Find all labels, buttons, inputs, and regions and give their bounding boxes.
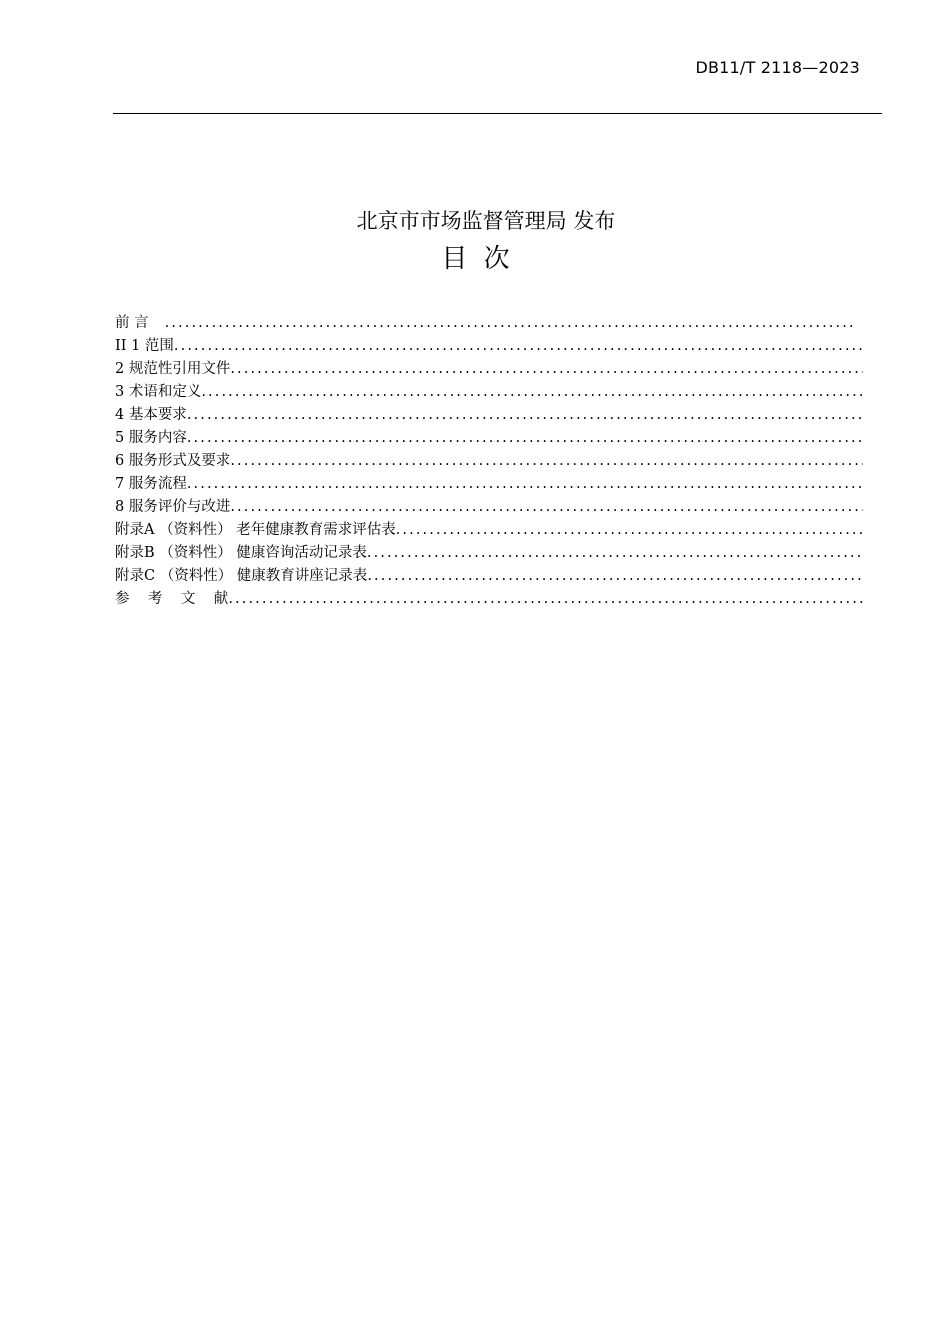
toc-leader-dots — [228, 588, 863, 611]
toc-leader-dots — [174, 335, 863, 358]
toc-leader-dots — [396, 519, 863, 542]
toc-entry-label: 3 术语和定义 — [115, 384, 202, 400]
toc-leader-dots — [230, 450, 863, 473]
toc-entry-foreword[interactable] — [115, 312, 863, 335]
table-of-contents — [115, 312, 863, 611]
toc-leader-dots — [201, 381, 863, 404]
toc-title: 目 次 — [441, 244, 514, 274]
toc-entry-label: 附录A （资料性） 老年健康教育需求评估表 — [115, 522, 396, 538]
toc-entry-label: 7 服务流程 — [115, 476, 187, 492]
issuer-line: 北京市市场监督管理局 发布 — [356, 209, 616, 233]
toc-leader-dots — [230, 496, 863, 519]
toc-entry-label: 4 基本要求 — [115, 407, 187, 423]
toc-entry-label: 参 考 文 献 — [115, 591, 229, 607]
toc-entry-label: II 1 范围 — [115, 338, 174, 354]
toc-entry-service-content[interactable] — [115, 427, 863, 450]
toc-entry-terms-definitions[interactable] — [115, 381, 863, 404]
toc-leader-dots — [187, 404, 863, 427]
toc-entry-label: 5 服务内容 — [115, 430, 187, 446]
toc-entry-basic-requirements[interactable] — [115, 404, 863, 427]
toc-entry-evaluation-improvement[interactable] — [115, 496, 863, 519]
toc-leader-dots — [165, 312, 855, 335]
toc-entry-bibliography[interactable] — [115, 588, 863, 611]
toc-entry-label: 附录B （资料性） 健康咨询活动记录表 — [115, 545, 367, 561]
toc-entry-label: 8 服务评价与改进 — [115, 499, 231, 515]
toc-entry-appendix-b[interactable] — [115, 542, 863, 565]
toc-entry-service-forms[interactable] — [115, 450, 863, 473]
document-code: DB11/T 2118—2023 — [695, 58, 860, 77]
toc-entry-appendix-a[interactable] — [115, 519, 863, 542]
toc-entry-service-process[interactable] — [115, 473, 863, 496]
toc-leader-dots — [187, 473, 863, 496]
toc-entry-normative-references[interactable] — [115, 358, 863, 381]
toc-entry-label: 前 言 — [115, 315, 149, 331]
toc-leader-dots — [187, 427, 863, 450]
toc-entry-appendix-c[interactable] — [115, 565, 863, 588]
toc-entry-scope[interactable] — [115, 335, 863, 358]
toc-leader-dots — [367, 542, 863, 565]
header-divider — [113, 113, 882, 114]
toc-leader-dots — [230, 358, 863, 381]
toc-entry-label: 附录C （资料性） 健康教育讲座记录表 — [115, 568, 368, 584]
toc-entry-label: 2 规范性引用文件 — [115, 361, 231, 377]
toc-entry-label: 6 服务形式及要求 — [115, 453, 231, 469]
toc-leader-dots — [367, 565, 863, 588]
